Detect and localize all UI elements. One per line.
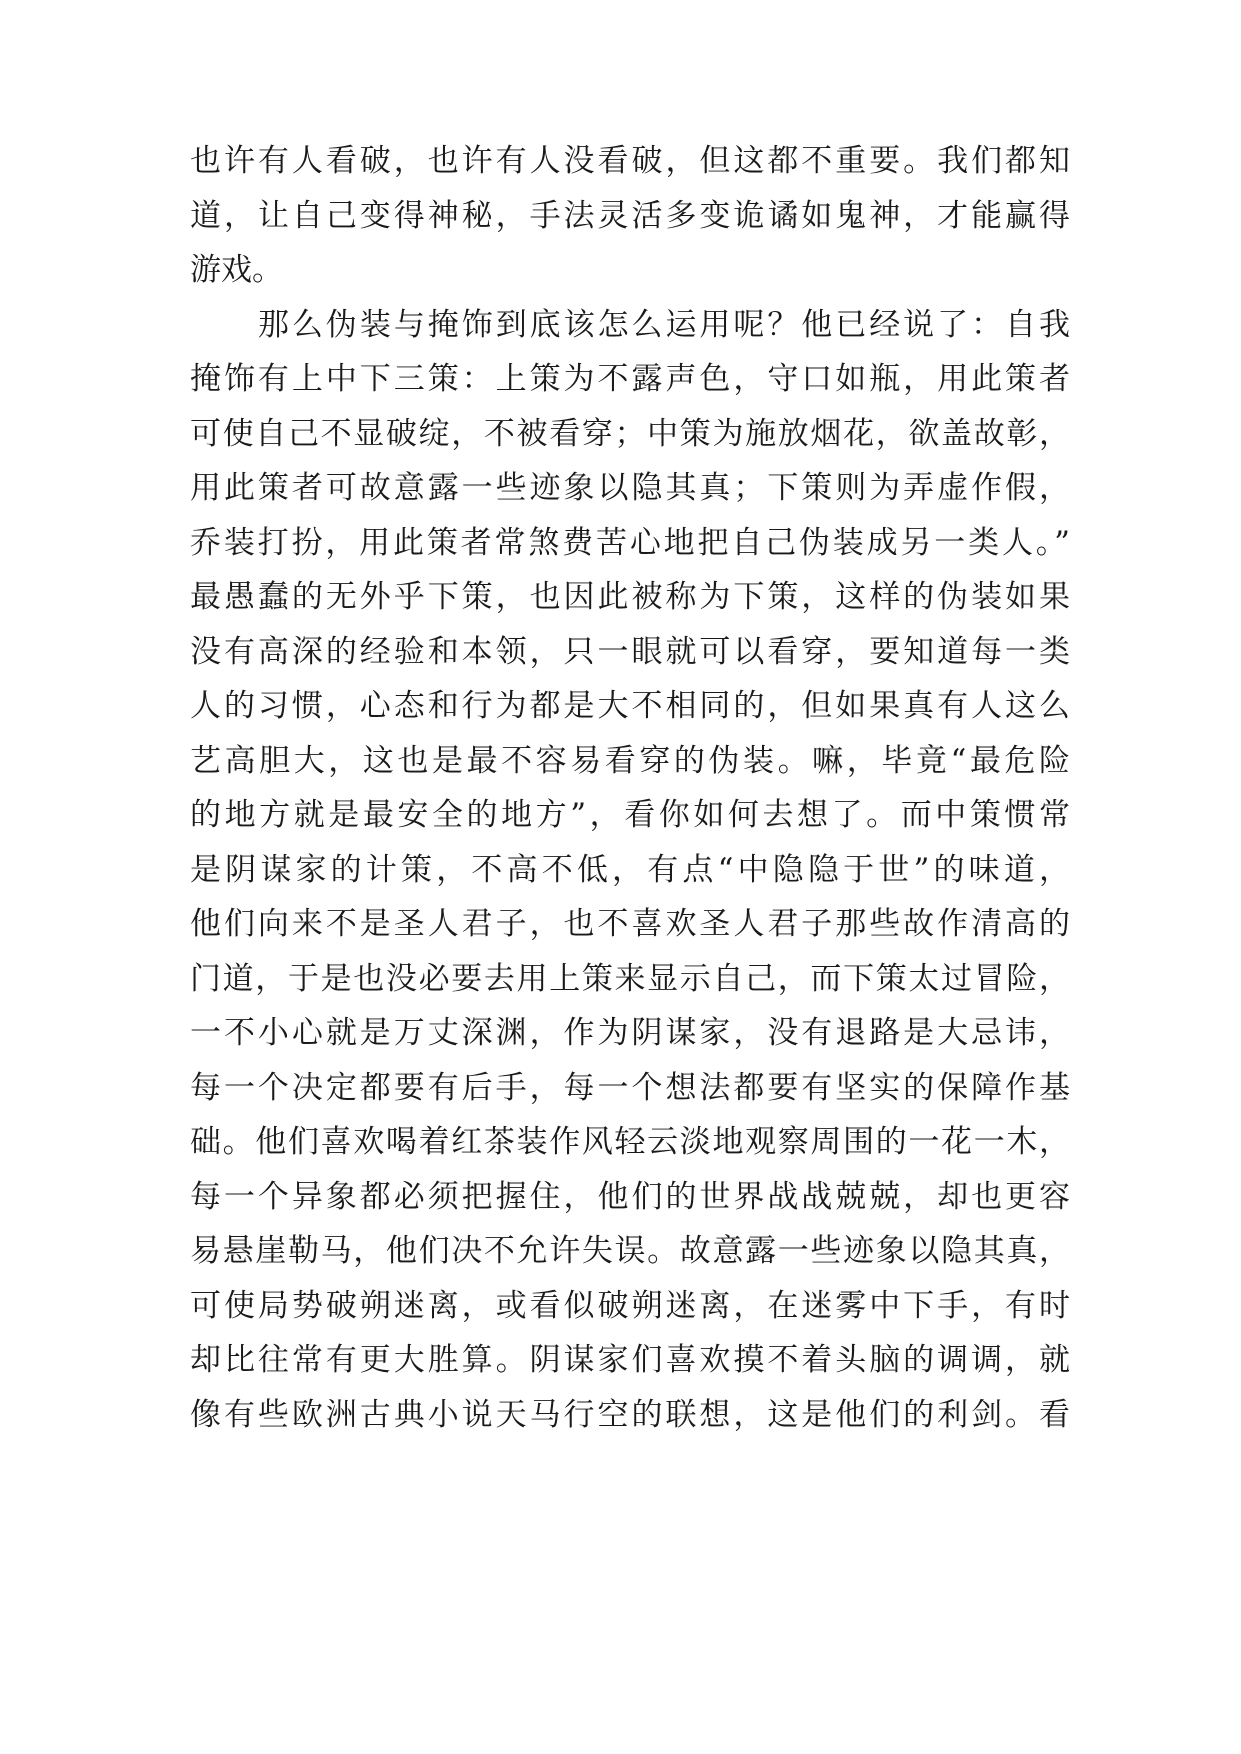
text-line: 道，让自己变得神秘，手法灵活多变诡谲如鬼神，才能赢得	[190, 197, 1070, 234]
text-line: 是阴谋家的计策，不高不低，有点“中隐隐于世”的味道，	[190, 851, 1070, 888]
text-line: 础。他们喜欢喝着红茶装作风轻云淡地观察周围的一花一木，	[190, 1124, 1070, 1160]
text-line: 艺高胆大，这也是最不容易看穿的伪装。嘛，毕竟“最危险	[190, 742, 1070, 779]
text-line: 可使自己不显破绽，不被看穿；中策为施放烟花，欲盖故彰，	[190, 415, 1070, 452]
text-line: 门道，于是也没必要去用上策来显示自己，而下策太过冒险，	[190, 960, 1070, 997]
text-line: 每一个异象都必须把握住，他们的世界战战兢兢，却也更容	[190, 1178, 1070, 1215]
text-line: 乔装打扮，用此策者常煞费苦心地把自己伪装成另一类人。”	[190, 524, 1070, 561]
text-line: 游戏。	[190, 252, 283, 288]
text-line: 一不小心就是万丈深渊，作为阴谋家，没有退路是大忌讳，	[190, 1015, 1070, 1051]
text-line: 却比往常有更大胜算。阴谋家们喜欢摸不着头脑的调调，就	[190, 1342, 1070, 1378]
text-line: 他们向来不是圣人君子，也不喜欢圣人君子那些故作清高的	[190, 906, 1070, 942]
text-line: 也许有人看破，也许有人没看破，但这都不重要。我们都知	[190, 143, 1070, 179]
text-line: 最愚蠢的无外乎下策，也因此被称为下策，这样的伪装如果	[190, 579, 1070, 615]
text-line: 的地方就是最安全的地方”，看你如何去想了。而中策惯常	[190, 797, 1070, 833]
text-line: 人的习惯，心态和行为都是大不相同的，但如果真有人这么	[190, 688, 1070, 724]
text-line: 用此策者可故意露一些迹象以隐其真；下策则为弄虚作假，	[190, 470, 1070, 506]
text-line: 每一个决定都要有后手，每一个想法都要有坚实的保障作基	[190, 1069, 1070, 1106]
text-line: 掩饰有上中下三策：上策为不露声色，守口如瓶，用此策者	[190, 361, 1070, 397]
text-line: 易悬崖勒马，他们决不允许失误。故意露一些迹象以隐其真，	[190, 1233, 1070, 1269]
text-line: 可使局势破朔迷离，或看似破朔迷离，在迷雾中下手，有时	[190, 1287, 1070, 1324]
body-text	[190, 134, 1070, 1442]
text-line: 像有些欧洲古典小说天马行空的联想，这是他们的利剑。看	[190, 1396, 1070, 1433]
paragraph-first-line: 那么伪装与掩饰到底该怎么运用呢？他已经说了：自我	[258, 306, 1070, 343]
text-line: 没有高深的经验和本领，只一眼就可以看穿，要知道每一类	[190, 633, 1070, 670]
